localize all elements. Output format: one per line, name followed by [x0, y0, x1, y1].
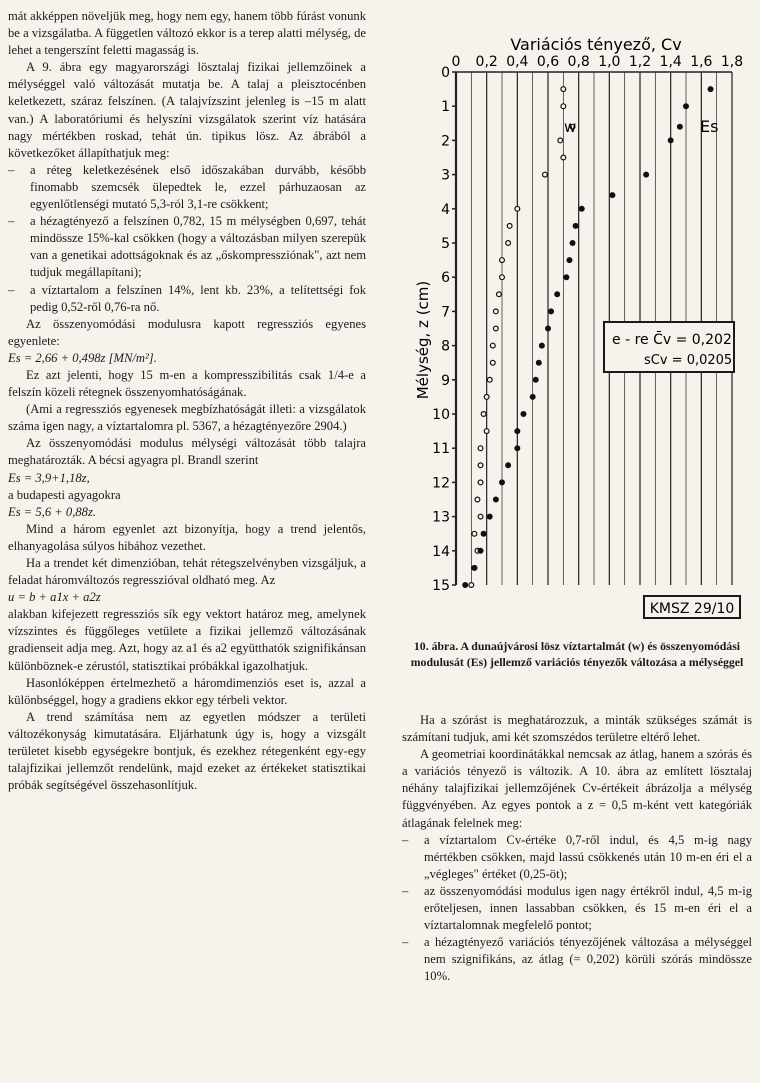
paragraph: A 9. ábra egy magyarországi lösztalaj fizikai jellemzőinek a mélységgel való változását mutatja be. A talaj a pleisztocénben keletkezett, száraz felszínen. (A talajvízszint jelenleg is –15 m alatt van.) A laboratóriumi és helyszíni vizsgálatok szerint víz hatására nagy mértékben roskad, tehát ún. tipikus lösz. Az ábrából a következőket állapíthatjuk meg:	[8, 60, 366, 160]
data-point-w	[493, 309, 498, 314]
data-point-es	[515, 429, 520, 434]
figure-caption: 10. ábra. A dunaújvárosi lösz víztartalmát (w) és összenyomódási modulusát (Es) jellemző variációs tényezők változása a mélységgel	[410, 639, 744, 669]
data-point-w	[487, 377, 492, 382]
bullet-marker: –	[8, 162, 15, 177]
y-tick-label: 6	[441, 270, 450, 287]
data-point-w	[561, 87, 566, 92]
data-point-w	[490, 343, 495, 348]
data-point-es	[463, 583, 468, 588]
data-point-w	[500, 258, 505, 263]
data-point-es	[539, 343, 544, 348]
data-point-es	[487, 514, 492, 519]
data-point-es	[481, 531, 486, 536]
list-item-text: a víztartalom a felszínen 14%, lent kb. 23%, a telítettségi fok pedig 0,52-ről 0,76-ra nő.	[30, 282, 366, 314]
bullet-marker: –	[8, 282, 15, 297]
data-point-es	[573, 224, 578, 229]
data-point-w	[484, 395, 489, 400]
data-point-w	[481, 412, 486, 417]
y-tick-label: 11	[432, 441, 450, 458]
paragraph: a budapesti agyagokra	[8, 487, 121, 502]
paragraph: Ez azt jelenti, hogy 15 m-en a kompresszibilitás csak 1/4-e a felszín közeli rétegnek összenyomhatóságának.	[8, 367, 366, 400]
y-tick-label: 13	[432, 509, 450, 526]
data-point-w	[469, 583, 474, 588]
x-tick-label: 1,4	[659, 54, 682, 70]
right-column	[402, 712, 752, 986]
data-point-w	[558, 138, 563, 143]
paragraph: alakban kifejezett regressziós sík egy vektort határoz meg, amelynek vízszintes és függőleges vetülete a fizikai jellemző változásának gradienseit adja meg. Azt, hogy az a1 és a2 együtthatók szignifikánsan különböznek-e zérustól, statisztikai próbákkal igazolhatjuk.	[8, 607, 366, 673]
x-tick-label: 1,6	[690, 54, 713, 70]
data-point-es	[500, 480, 505, 485]
data-point-es	[521, 412, 526, 417]
y-tick-label: 0	[441, 65, 450, 81]
data-point-w	[497, 292, 502, 297]
list-item-text: a hézagtényező a felszínen 0,782, 15 m mélységben 0,697, tehát mindössze 15%-kal csökken (hogy a változásban milyen szerepük van a genetikai adottságoknak és az „őskompressziónak", azt nem tudjuk megállapítani);	[30, 214, 366, 280]
data-point-es	[536, 360, 541, 365]
y-tick-label: 4	[441, 201, 450, 218]
y-tick-label: 5	[441, 236, 450, 252]
y-tick-label: 2	[441, 133, 450, 150]
x-tick-label: 0,4	[506, 54, 529, 70]
paragraph: Az összenyomódási modulus mélységi változását több talajra meghatározták. A bécsi agyagra pl. Brandl szerint	[8, 436, 366, 468]
equation: Es = 5,6 + 0,88z.	[8, 504, 97, 519]
data-point-w	[500, 275, 505, 280]
data-point-es	[644, 172, 649, 177]
data-point-es	[579, 206, 584, 211]
y-tick-label: 7	[441, 304, 450, 321]
data-point-w	[472, 531, 477, 536]
data-point-es	[478, 548, 483, 553]
equation: u = b + a1x + a2z	[8, 590, 101, 605]
paragraph: (Ami a regressziós egyenesek megbízhatóságát illeti: a vizsgálatok száma igen nagy, a víztartalomra pl. 5367, a hézagtényezőre 2904.)	[8, 402, 366, 434]
data-point-es	[684, 104, 689, 109]
bullet-marker: –	[402, 832, 409, 847]
data-point-w	[484, 429, 489, 434]
series-label-es: Es	[700, 117, 719, 136]
y-tick-label: 15	[432, 578, 450, 594]
data-point-w	[507, 224, 512, 229]
paragraph: Ha a trendet két dimenzióban, tehát rétegszelvényben vizsgáljuk, a feladat háromváltozós regresszióval oldható meg. Az	[8, 556, 366, 588]
data-point-es	[530, 395, 535, 400]
paragraph: mát akképpen növeljük meg, hogy nem egy, hanem több fúrást vonunk be a vizsgálatba. A független változó ekkor is a terep alatti mélység, de lehet a tengerszínt feletti magasság is.	[8, 9, 366, 58]
paragraph: Ha a szórást is meghatározzuk, a minták szükséges számát is számítani tudjuk, ami két szomszédos területre eltérő lehet.	[402, 713, 752, 745]
data-point-es	[567, 258, 572, 263]
paragraph: A geometriai koordinátákkal nemcsak az átlag, hanem a szórás és a variációs tényező is változik. A 10. ábra az említett lösztalaj néhány talajfizikai jellemzőjének Cv-értékeit ábrázolja a mélység függvényében. Az egyes pontok a z = 0,5 m-ként vett kategóriák átlagának felelnek meg:	[402, 747, 752, 830]
paragraph: Mind a három egyenlet azt bizonyítja, hogy a trend jelentős, elhanyagolása súlyos hibához vezethet.	[8, 521, 366, 553]
list-item	[402, 934, 752, 985]
data-point-es	[610, 193, 615, 198]
data-point-es	[493, 497, 498, 502]
x-tick-label: 1,0	[598, 54, 621, 70]
data-point-w	[475, 497, 480, 502]
paragraph: Hasonlóképpen értelmezhető a háromdimenziós eset is, azzal a különbséggel, hogy a gradiens ekkor egy térbeli vektor.	[8, 675, 366, 707]
y-tick-label: 3	[441, 167, 450, 184]
y-tick-label: 14	[432, 543, 450, 560]
list-item	[8, 213, 366, 281]
list-item	[8, 162, 366, 213]
data-point-w	[543, 172, 548, 177]
list-item-text: az összenyomódási modulus igen nagy értékről indul, 4,5 m-ig erőteljesen, innen lassabban csökken, és 15 m-en éri el a víztartalomnak megfelelő pontot;	[424, 883, 752, 933]
data-point-w	[478, 480, 483, 485]
x-tick-label: 0,8	[567, 54, 590, 70]
stats-line-1: e - re C̄v = 0,202	[612, 332, 732, 348]
y-tick-label: 1	[441, 99, 450, 116]
cv-depth-chart	[398, 20, 758, 630]
paragraph: A trend számítása nem az egyetlen módszer a területi változékonyság kimutatására. Eljárhatunk úgy is, hogy a vizsgált területet kisebb egységekre bontjuk, és ezekhez rétegenként egy-egy talajfizikai jellemzőt rendelünk, majd ezeket az értékeket statisztikai próbák segítségével összehasonlítjuk.	[8, 709, 366, 793]
list-item	[8, 282, 366, 316]
x-tick-label: 0,2	[475, 54, 498, 70]
list-item	[402, 883, 752, 934]
y-tick-label: 8	[441, 338, 450, 355]
data-point-w	[478, 463, 483, 468]
chart-title: Variációs tényező, Cv	[510, 35, 682, 54]
bullet-marker: –	[402, 935, 409, 950]
data-point-w	[515, 206, 520, 211]
data-point-es	[564, 275, 569, 280]
data-point-es	[570, 241, 575, 246]
data-point-es	[708, 87, 713, 92]
stats-line-2: sCv = 0,0205	[644, 353, 733, 368]
x-tick-label: 1,8	[720, 54, 744, 70]
list-item	[402, 832, 752, 883]
data-point-w	[478, 514, 483, 519]
equation: Es = 2,66 + 0,498z [MN/m²].	[8, 350, 157, 365]
data-point-es	[506, 463, 511, 468]
y-tick-label: 10	[432, 407, 450, 423]
data-point-es	[515, 446, 520, 451]
x-tick-label: 0	[451, 54, 461, 70]
data-point-es	[555, 292, 560, 297]
list-item-text: a víztartalom Cv-értéke 0,7-ről indul, és 4,5 m-ig nagy mértékben csökken, majd lassú csökkenés után 10 m-en éri el a „végleges" értéket (0,25-öt);	[424, 832, 752, 881]
figure-badge: KMSZ 29/10	[649, 601, 735, 617]
data-point-es	[668, 138, 673, 143]
equation: Es = 3,9+1,18z,	[8, 470, 90, 485]
y-tick-label: 12	[432, 475, 450, 492]
data-point-w	[493, 326, 498, 331]
data-point-w	[561, 104, 566, 109]
data-point-w	[478, 446, 483, 451]
y-tick-label: 9	[441, 372, 450, 389]
data-point-w	[506, 241, 511, 246]
data-point-es	[472, 566, 477, 571]
bullet-marker: –	[402, 883, 409, 898]
list-item-text: a réteg keletkezésének első időszakában durvább, később finomabb szemcsék ülepedtek le, ezzel párhuzaosan az egyenlőtlenségi mutató 5,3-ról 3,1-re csökkent;	[30, 162, 366, 212]
y-axis-label: Mélység, z (cm)	[414, 280, 432, 400]
list-item-text: a hézagtényező variációs tényezőjének változása a mélységgel nem szignifikáns, az átlag (= 0,202) körüli szórás mindössze 10%.	[424, 935, 752, 984]
data-point-w	[561, 155, 566, 160]
data-point-es	[549, 309, 554, 314]
bullet-marker: –	[8, 214, 15, 229]
x-tick-label: 0,6	[536, 54, 560, 70]
data-point-w	[490, 360, 495, 365]
data-point-es	[677, 124, 682, 129]
left-column	[8, 8, 366, 794]
paragraph: Az összenyomódási modulusra kapott regressziós egyenes egyenlete:	[8, 316, 366, 348]
data-point-es	[546, 326, 551, 331]
series-label-w: w	[564, 118, 577, 136]
data-point-es	[533, 377, 538, 382]
x-tick-label: 1,2	[628, 54, 652, 70]
